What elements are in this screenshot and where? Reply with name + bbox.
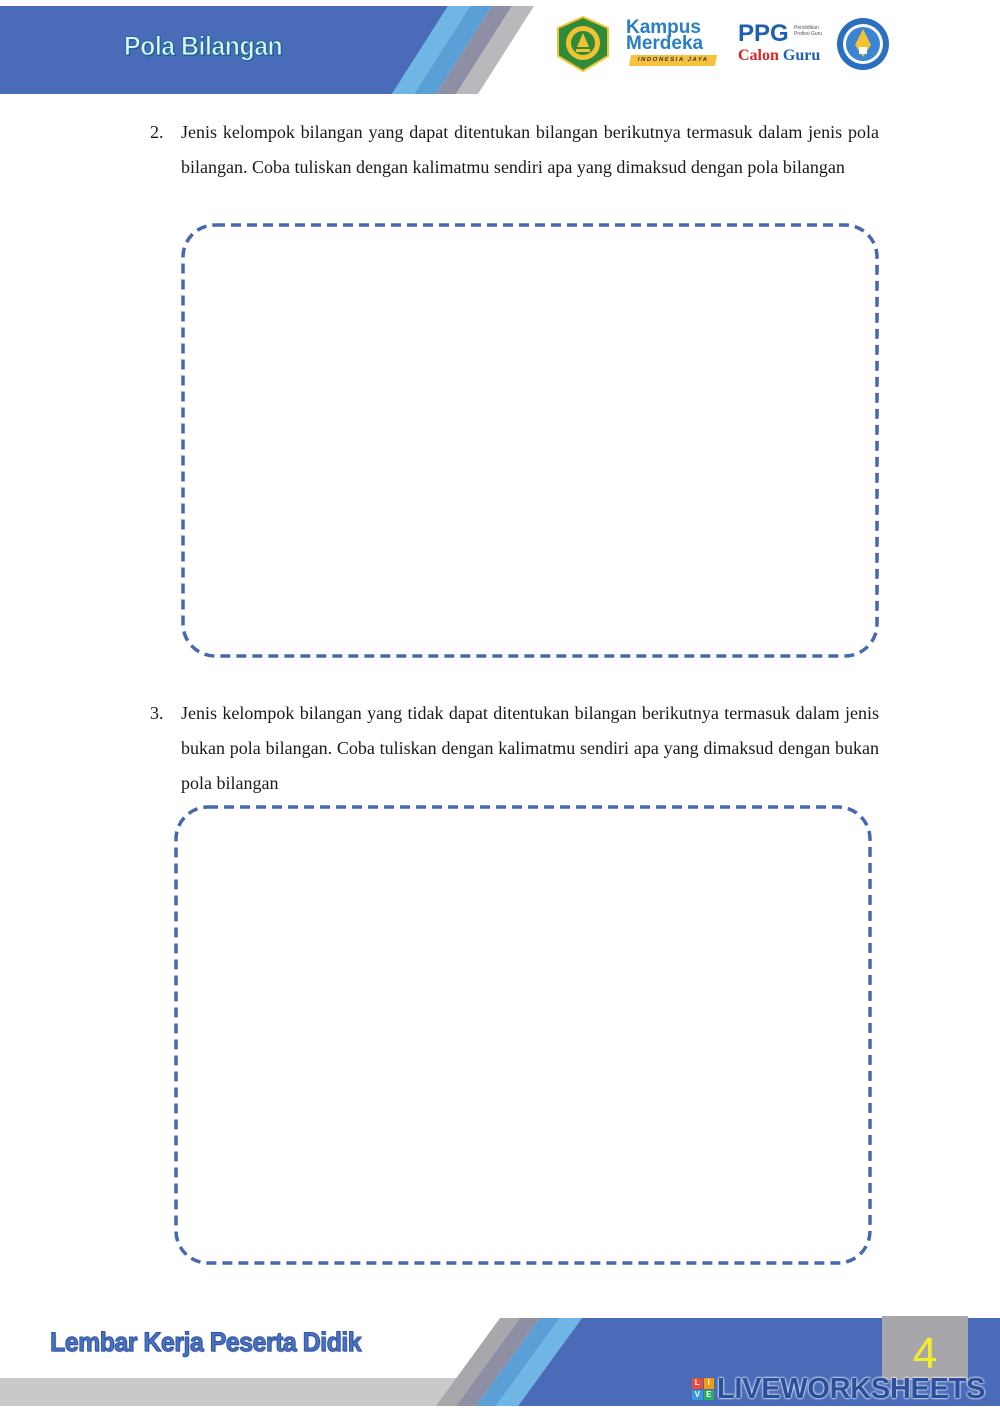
ppg-subtitle: Pendidikan Profesi Guru <box>794 25 823 37</box>
page-number: 4 <box>912 1329 938 1378</box>
answer-box-border <box>180 222 880 659</box>
liveworksheets-brand <box>692 1374 985 1404</box>
lw-icon-letter: E <box>704 1390 715 1401</box>
liveworksheets-wordmark: LIVEWORKSHEETS <box>717 1372 986 1405</box>
page-footer <box>0 1310 1000 1414</box>
ppg-guru-word: Guru <box>782 47 821 64</box>
ppg-calon-guru <box>738 48 820 64</box>
question-item <box>150 696 879 801</box>
lw-icon-letter: L <box>692 1378 703 1389</box>
university-seal-icon <box>556 16 610 72</box>
page-header <box>0 0 1000 100</box>
question-item <box>150 115 879 185</box>
page-number-box <box>882 1316 968 1380</box>
footer-title: Lembar Kerja Peserta Didik <box>50 1327 362 1357</box>
liveworksheets-logo-icon <box>692 1378 714 1400</box>
answer-box[interactable] <box>173 804 873 1266</box>
kampus-merdeka-line2: Merdeka <box>626 33 704 54</box>
answer-box-border <box>173 804 873 1266</box>
question-text: Jenis kelompok bilangan yang tidak dapat ditentukan bilangan berikutnya termasuk dalam jenis bukan pola bilangan. Coba tuliskan dengan kalimatmu sendiri apa yang dimaksud dengan bukan pola bilangan <box>181 703 879 793</box>
kampus-merdeka-logo <box>624 18 719 70</box>
kampus-merdeka-ribbon: INDONESIA JAYA <box>629 55 717 66</box>
answer-box[interactable] <box>180 222 880 659</box>
question-text: Jenis kelompok bilangan yang dapat ditentukan bilangan berikutnya termasuk dalam jenis pola bilangan. Coba tuliskan dengan kalimatmu sendiri apa yang dimaksud dengan pola bilangan <box>181 122 879 177</box>
lw-icon-letter: V <box>692 1390 703 1401</box>
question-number: 3. <box>150 703 164 723</box>
ppg-calon-guru-logo <box>738 22 833 68</box>
header-title: Pola Bilangan <box>124 31 283 61</box>
lw-icon-letter: I <box>704 1378 715 1389</box>
ppg-acronym: PPG <box>738 20 789 47</box>
kampus-merdeka-line1: Kampus <box>626 17 701 38</box>
tut-wuri-handayani-icon <box>836 17 890 71</box>
ppg-calon-word: Calon <box>738 47 779 64</box>
question-number: 2. <box>150 122 164 142</box>
